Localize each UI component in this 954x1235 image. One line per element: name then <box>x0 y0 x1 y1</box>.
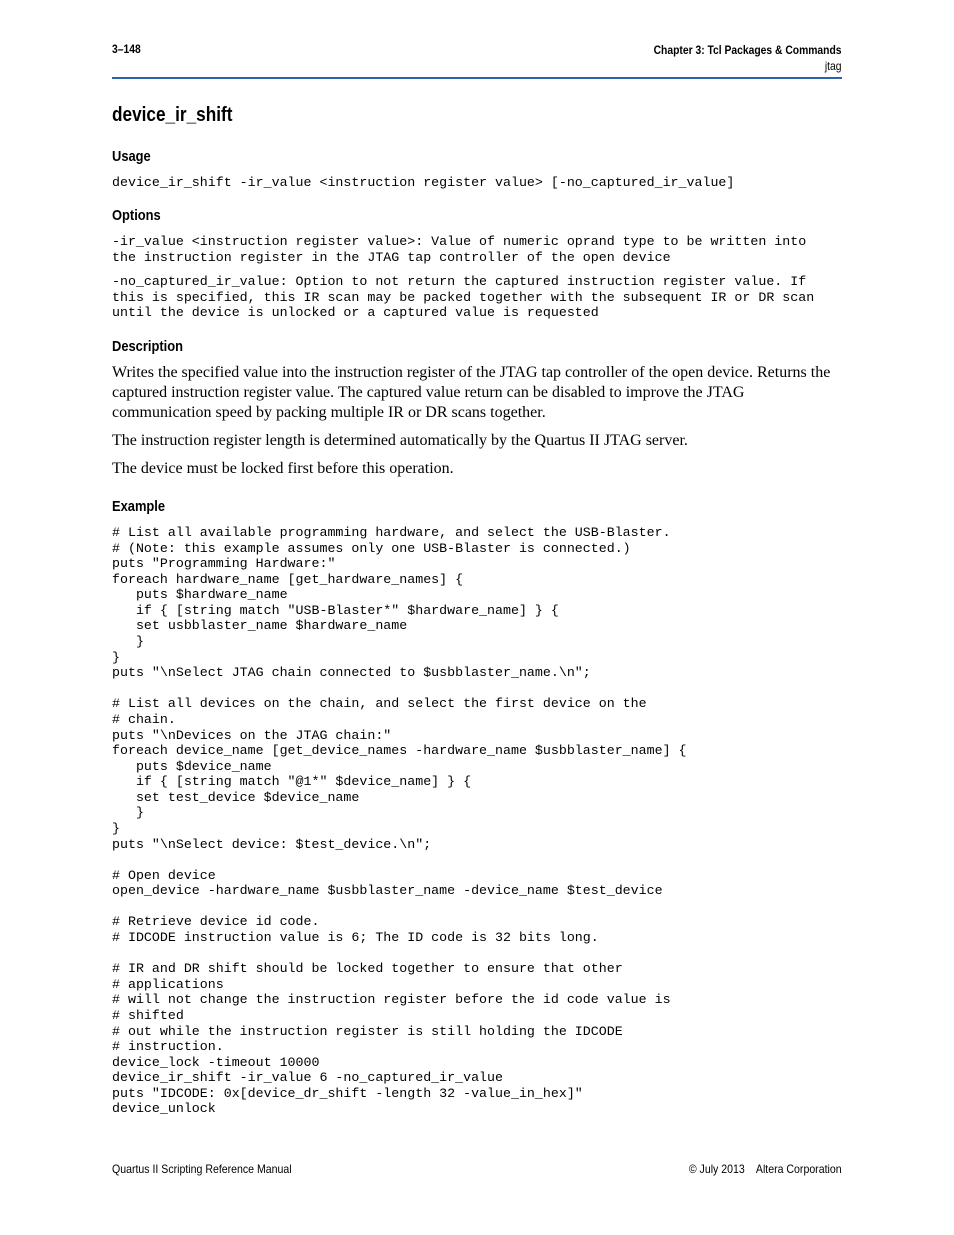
description-paragraph: The device must be locked first before this operation. <box>112 460 454 477</box>
option-ir-value: -ir_value <instruction register value>: Value of numeric oprand type to be written into the instruction register in the JTAG tap controller of the open device <box>112 234 807 265</box>
running-header <box>654 42 842 74</box>
page-title: device_ir_shift <box>112 104 233 126</box>
description-paragraph: The instruction register length is determined automatically by the Quartus II JTAG server. <box>112 432 688 449</box>
header-rule <box>112 77 842 79</box>
footer-copyright: © July 2013 Altera Corporation <box>689 1162 842 1176</box>
example-heading: Example <box>112 498 166 515</box>
example-code-block: # List all available programming hardware, and select the USB-Blaster. # (Note: this example assumes only one USB-Blaster is connected.) puts "Programming Hardware:" foreach hardware_name [get_hardware_names] { puts $hardware_name if { [string match "USB-Blaster*" $hardware_name] } { set usbblaster_name $hardware_name } } puts "\nSelect JTAG chain connected to $usbblaster_name.\n"; # List all devices on the chain, and select the first device on the # chain. puts "\nDevices on the JTAG chain:" foreach device_name [get_device_names -hardware_name $usbblaster_name] { puts $device_name if { [string match "@1*" $device_name] } { set test_device $device_name } } puts "\nSelect device: $test_device.\n"; # Open device open_device -hardware_name $usbblaster_name -device_name $test_device # Retrieve device id code. # IDCODE instruction value is 6; The ID code is 32 bits long. # IR and DR shift should be locked together to ensure that other # applications # will not change the instruction register before the id code value is # shifted # out while the instruction register is still holding the IDCODE # instruction. device_lock -timeout 10000 device_ir_shift -ir_value 6 -no_captured_ir_value puts "IDCODE: 0x[device_dr_shift -length 32 -value_in_hex]" device_unlock <box>112 525 687 1117</box>
footer-manual-title: Quartus II Scripting Reference Manual <box>112 1162 292 1176</box>
usage-syntax: device_ir_shift -ir_value <instruction register value> [-no_captured_ir_value] <box>112 175 735 190</box>
usage-heading: Usage <box>112 148 151 165</box>
options-heading: Options <box>112 207 161 224</box>
section-title: jtag <box>825 59 842 73</box>
option-no-captured-ir-value: -no_captured_ir_value: Option to not return the captured instruction register value. If this is specified, this IR scan may be packed together with the subsequent IR or DR scan until the device is unlocked or a captured value is requested <box>112 274 815 321</box>
description-paragraph: Writes the specified value into the instruction register of the JTAG tap controller of the open device. Returns the captured instruction register value. The captured value return can be disabled to improve the JTAG communication speed by packing multiple IR or DR scans together. <box>112 364 831 421</box>
description-heading: Description <box>112 338 183 355</box>
page-number: 3–148 <box>112 42 141 56</box>
chapter-title: Chapter 3: Tcl Packages & Commands <box>654 43 842 57</box>
